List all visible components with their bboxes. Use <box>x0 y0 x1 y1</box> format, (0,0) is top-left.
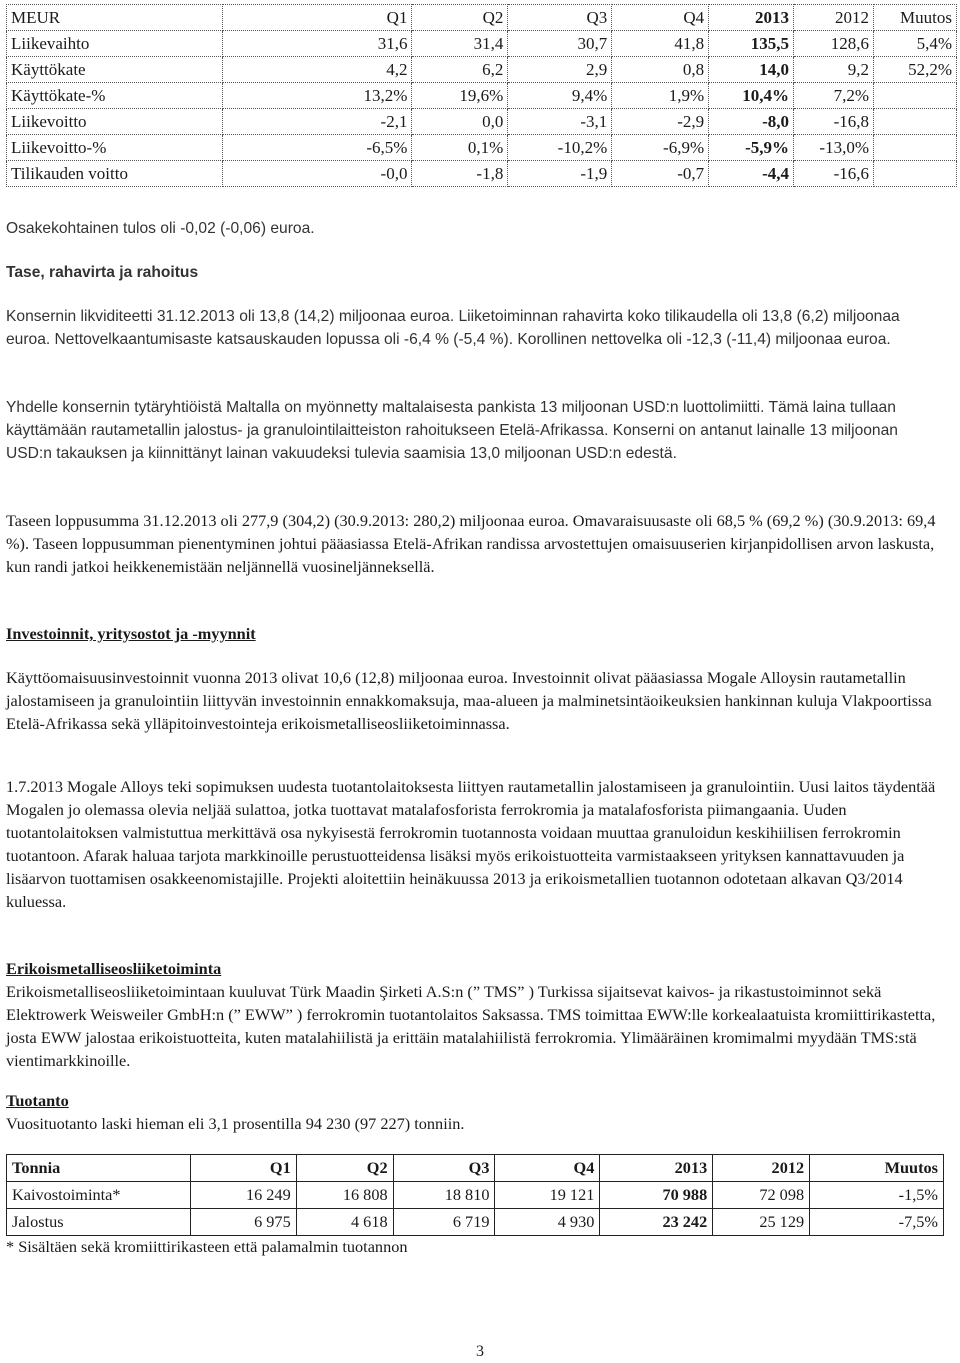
specialty-paragraph: Erikoismetalliseosliiketoimintaan kuuluvat Türk Maadin Şirketi A.S:n (” TMS” ) Turkissa sijaitsevat kaivos- ja rikastustoiminnot sekä Elektrowerk Weisweiler GmbH:n (” EWW” ) ferrokromin tuotantolaitos Saksassa. TMS toimittaa EWW:lle korkealaatuista kromiittirikastetta, josta EWW jalostaa erikoistuotteita, kuten matalahiilistä ja erittäin matalahiilistä ferrokromia. Ylimääräinen kromimalmi myydään TMS:stä vientimarkkinoille. <box>6 982 936 1070</box>
value-cell: -10,2% <box>508 135 612 161</box>
value-cell: 0,0 <box>412 109 508 135</box>
value-cell: -5,9% <box>709 135 794 161</box>
table-row <box>7 135 957 161</box>
mogale-paragraph: 1.7.2013 Mogale Alloys teki sopimuksen uudesta tuotantolaitoksesta liittyen rautametallin jalostamiseen ja granulointiin. Uusi laitos täydentää Mogalen jo olemassa olevia neljää sulattoa, jotka tuottavat matalafosforista ferrokromia ja matalafosforista piimangaania. Uuden tuotantolaitoksen valmistuttua merkittävä osa nykyisestä ferrokromin tuotannosta voidaan muuttaa granuloidun keskihiilisen ferrokromin tuotantoon. Afarak haluaa tarjota markkinoille perustuotteidensa lisäksi myös erikoistuotteita varmistaakseen yrityksen kannattavuuden ja lisäarvon tuottamisen osakkeenomistajille. Projekti aloitettiin heinäkuussa 2013 ja erikoismetallien tuotannon odotetaan alkavan Q3/2014 kuluessa. <box>6 777 936 911</box>
header-cell: Q3 <box>393 1155 495 1182</box>
value-cell: -2,1 <box>222 109 412 135</box>
value-cell: 18 810 <box>393 1182 495 1209</box>
value-cell: 31,6 <box>222 31 412 57</box>
row-label-cell: Jalostus <box>7 1209 191 1236</box>
value-cell: 128,6 <box>794 31 874 57</box>
value-cell: 41,8 <box>612 31 709 57</box>
value-cell: 6 975 <box>190 1209 296 1236</box>
header-cell: Muutos <box>810 1155 944 1182</box>
table-row <box>7 31 957 57</box>
row-label-cell: Liikevaihto <box>7 31 223 57</box>
value-cell: -13,0% <box>794 135 874 161</box>
header-cell: Tonnia <box>7 1155 191 1182</box>
table-header-row <box>7 5 957 31</box>
value-cell: 25 129 <box>713 1209 810 1236</box>
investments-heading: Investoinnit, yritysostot ja -myynnit <box>6 624 256 643</box>
value-cell: 70 988 <box>600 1182 713 1209</box>
header-cell: Muutos <box>873 5 956 31</box>
production-paragraph: Vuosituotanto laski hieman eli 3,1 prosentilla 94 230 (97 227) tonniin. <box>6 1114 465 1133</box>
table-row <box>7 161 957 187</box>
value-cell: 16 249 <box>190 1182 296 1209</box>
value-cell: -1,8 <box>412 161 508 187</box>
value-cell: 16 808 <box>296 1182 393 1209</box>
header-cell: Q2 <box>412 5 508 31</box>
value-cell: 19,6% <box>412 83 508 109</box>
value-cell: 5,4% <box>873 31 956 57</box>
value-cell: -0,0 <box>222 161 412 187</box>
value-cell: 31,4 <box>412 31 508 57</box>
value-cell: 9,2 <box>794 57 874 83</box>
assets-paragraph: Taseen loppusumma 31.12.2013 oli 277,9 (304,2) (30.9.2013: 280,2) miljoonaa euroa. Omavaraisuusaste oli 68,5 % (69,2 %) (30.9.2013: 69,4 %). Taseen loppusumman pienentyminen johtui pääasiassa Etelä-Afrikan randissa arvostettujen omaisuuserien kirjanpidollisen arvon laskusta, kun randi jatkoi heikkenemistään neljännellä vuosineljänneksellä. <box>6 511 936 576</box>
balance-heading: Tase, rahavirta ja rahoitus <box>6 264 199 281</box>
value-cell: -1,9 <box>508 161 612 187</box>
value-cell: -8,0 <box>709 109 794 135</box>
value-cell: -16,6 <box>794 161 874 187</box>
header-cell: 2013 <box>709 5 794 31</box>
production-table <box>6 1154 944 1236</box>
value-cell <box>873 161 956 187</box>
production-heading: Tuotanto <box>6 1091 69 1110</box>
value-cell: 4 930 <box>495 1209 600 1236</box>
value-cell: 30,7 <box>508 31 612 57</box>
value-cell: 14,0 <box>709 57 794 83</box>
header-cell: MEUR <box>7 5 223 31</box>
header-cell: Q1 <box>222 5 412 31</box>
header-cell: Q3 <box>508 5 612 31</box>
row-label-cell: Tilikauden voitto <box>7 161 223 187</box>
specialty-heading: Erikoismetalliseosliiketoiminta <box>6 959 222 978</box>
value-cell: 135,5 <box>709 31 794 57</box>
table-header-row <box>7 1155 944 1182</box>
row-label-cell: Käyttökate <box>7 57 223 83</box>
value-cell: 52,2% <box>873 57 956 83</box>
value-cell: 0,8 <box>612 57 709 83</box>
value-cell: -2,9 <box>612 109 709 135</box>
header-cell: 2013 <box>600 1155 713 1182</box>
header-cell: Q2 <box>296 1155 393 1182</box>
value-cell: 2,9 <box>508 57 612 83</box>
value-cell <box>873 135 956 161</box>
value-cell: -0,7 <box>612 161 709 187</box>
value-cell <box>873 109 956 135</box>
value-cell: 4 618 <box>296 1209 393 1236</box>
table-row <box>7 109 957 135</box>
page-number: 3 <box>476 1343 484 1360</box>
value-cell: 6 719 <box>393 1209 495 1236</box>
header-cell: 2012 <box>713 1155 810 1182</box>
value-cell: 1,9% <box>612 83 709 109</box>
table-row <box>7 57 957 83</box>
production-footnote: * Sisältäen sekä kromiittirikasteen että palamalmin tuotannon <box>6 1237 408 1256</box>
value-cell <box>873 83 956 109</box>
value-cell: 6,2 <box>412 57 508 83</box>
header-cell: Q1 <box>190 1155 296 1182</box>
row-label-cell: Liikevoitto-% <box>7 135 223 161</box>
value-cell: 9,4% <box>508 83 612 109</box>
value-cell: -16,8 <box>794 109 874 135</box>
value-cell: 7,2% <box>794 83 874 109</box>
table-row <box>7 1182 944 1209</box>
value-cell: -1,5% <box>810 1182 944 1209</box>
value-cell: 10,4% <box>709 83 794 109</box>
value-cell: 19 121 <box>495 1182 600 1209</box>
loan-paragraph: Yhdelle konsernin tytäryhtiöistä Maltalla on myönnetty maltalaisesta pankista 13 miljoonan USD:n luottolimiitti. Tämä laina tullaan käyttämään rautametallin jalostus- ja granulointilaitteiston rahoitukseen Etelä-Afrikassa. Konserni on antanut lainalle 13 miljoonan USD:n takauksen ja kiinnittänyt lainan vakuudeksi tulevia saamisia 13,0 miljoonan USD:n edestä. <box>6 399 898 462</box>
row-label-cell: Kaivostoiminta* <box>7 1182 191 1209</box>
value-cell: 13,2% <box>222 83 412 109</box>
value-cell: -6,9% <box>612 135 709 161</box>
eps-text: Osakekohtainen tulos oli -0,02 (-0,06) euroa. <box>6 220 315 237</box>
row-label-cell: Liikevoitto <box>7 109 223 135</box>
financial-summary-table <box>6 4 957 187</box>
value-cell: -7,5% <box>810 1209 944 1236</box>
value-cell: 0,1% <box>412 135 508 161</box>
header-cell: Q4 <box>612 5 709 31</box>
table-row <box>7 1209 944 1236</box>
value-cell: 23 242 <box>600 1209 713 1236</box>
value-cell: -3,1 <box>508 109 612 135</box>
value-cell: 72 098 <box>713 1182 810 1209</box>
table-row <box>7 83 957 109</box>
investments-paragraph: Käyttöomaisuusinvestoinnit vuonna 2013 olivat 10,6 (12,8) miljoonaa euroa. Investoinnit olivat pääasiassa Mogale Alloysin rautametallin jalostamiseen ja granulointiin liittyvän investoinnin ennakkomaksuja, maa-alueen ja malminetsintäoikeuksien hankinnan kuluja Vlakpoortissa Etelä-Afrikassa sekä ylläpitoinvestointeja erikoismetalliseosliiketoiminnassa. <box>6 668 932 733</box>
value-cell: 4,2 <box>222 57 412 83</box>
header-cell: Q4 <box>495 1155 600 1182</box>
value-cell: -6,5% <box>222 135 412 161</box>
value-cell: -4,4 <box>709 161 794 187</box>
row-label-cell: Käyttökate-% <box>7 83 223 109</box>
header-cell: 2012 <box>794 5 874 31</box>
liquidity-paragraph: Konsernin likviditeetti 31.12.2013 oli 13,8 (14,2) miljoonaa euroa. Liiketoiminnan rahavirta koko tilikaudella oli 13,8 (6,2) miljoonaa euroa. Nettovelkaantumisaste katsauskauden lopussa oli -6,4 % (-5,4 %). Korollinen nettovelka oli -12,3 (-11,4) miljoonaa euroa. <box>6 308 900 348</box>
